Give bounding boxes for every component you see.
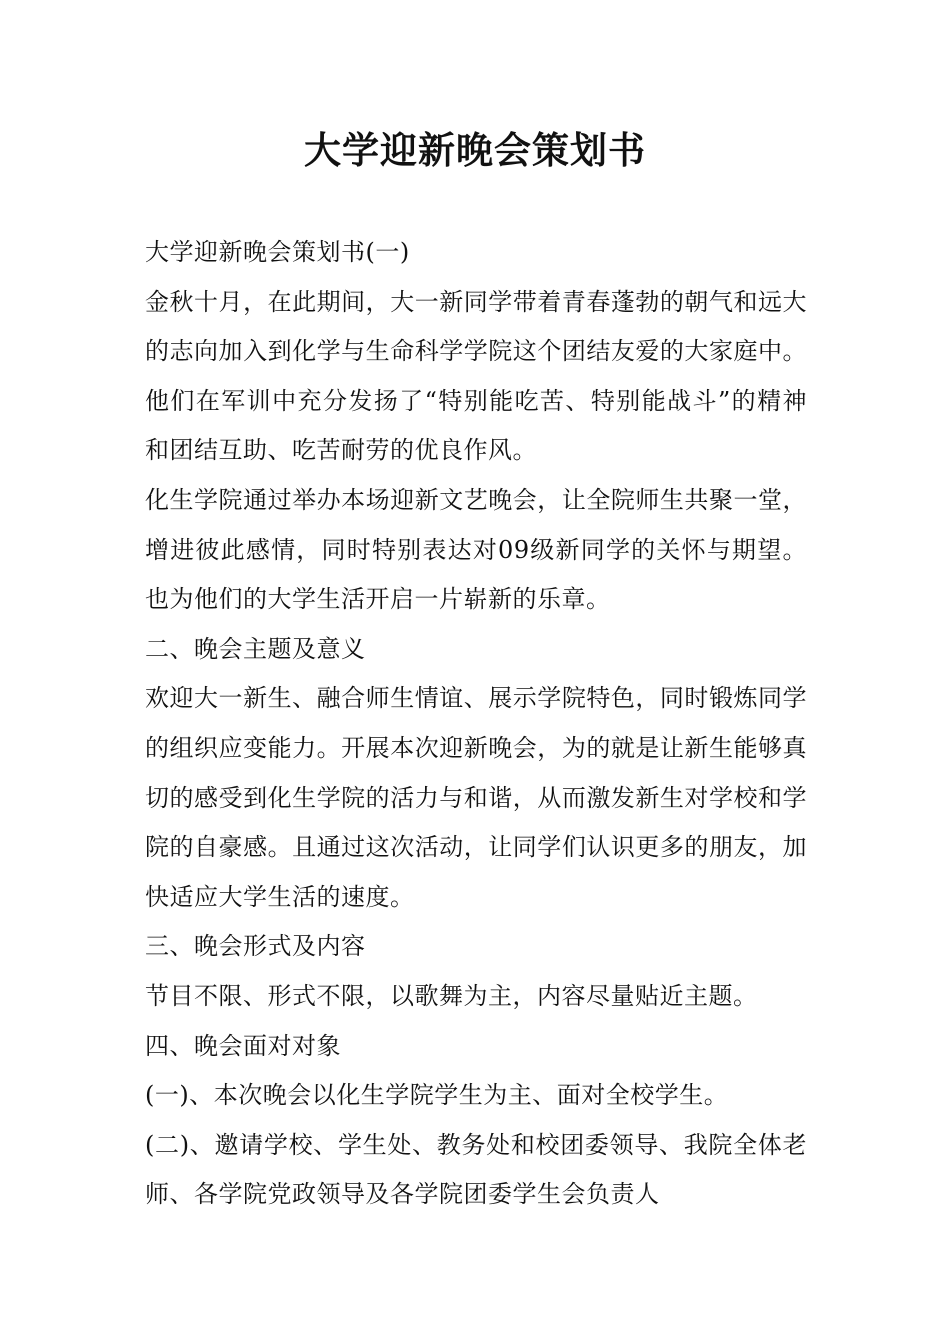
section-heading-audience: 四、晚会面对对象 [145,1031,341,1060]
intro-paragraph: 金秋十月，在此期间，大一新同学带着青春蓬勃的朝气和远大的志向加入到化学与生命科学学院这个团结友爱的大家庭中。他们在军训中充分发扬了“特别能吃苦、特别能战斗”的精神和团结互助、吃苦耐劳的优良作风。 [145,287,807,465]
audience-item-1: (一)、本次晚会以化生学院学生为主、面对全校学生。 [145,1081,729,1110]
format-paragraph: 节目不限、形式不限，以歌舞为主，内容尽量贴近主题。 [145,981,758,1010]
section-heading-format: 三、晚会形式及内容 [145,932,366,961]
purpose-paragraph: 化生学院通过举办本场迎新文艺晚会，让全院师生共聚一堂，增进彼此感情，同时特别表达对09级新同学的关怀与期望。也为他们的大学生活开启一片崭新的乐章。 [145,485,807,614]
document-body [145,228,807,1220]
subtitle-paragraph: 大学迎新晚会策划书(一) [145,238,410,266]
theme-paragraph: 欢迎大一新生、融合师生情谊、展示学院特色，同时锻炼同学的组织应变能力。开展本次迎新晚会，为的就是让新生能够真切的感受到化生学院的活力与和谐，从而激发新生对学校和学院的自豪感。且通过这次活动，让同学们认识更多的朋友，加快适应大学生活的速度。 [145,684,807,911]
section-heading-theme: 二、晚会主题及意义 [145,634,366,663]
document-title: 大学迎新晚会策划书 [304,129,646,172]
audience-item-2: (二)、邀请学校、学生处、教务处和校团委领导、我院全体老师、各学院党政领导及各学院团委学生会负责人 [145,1130,807,1209]
